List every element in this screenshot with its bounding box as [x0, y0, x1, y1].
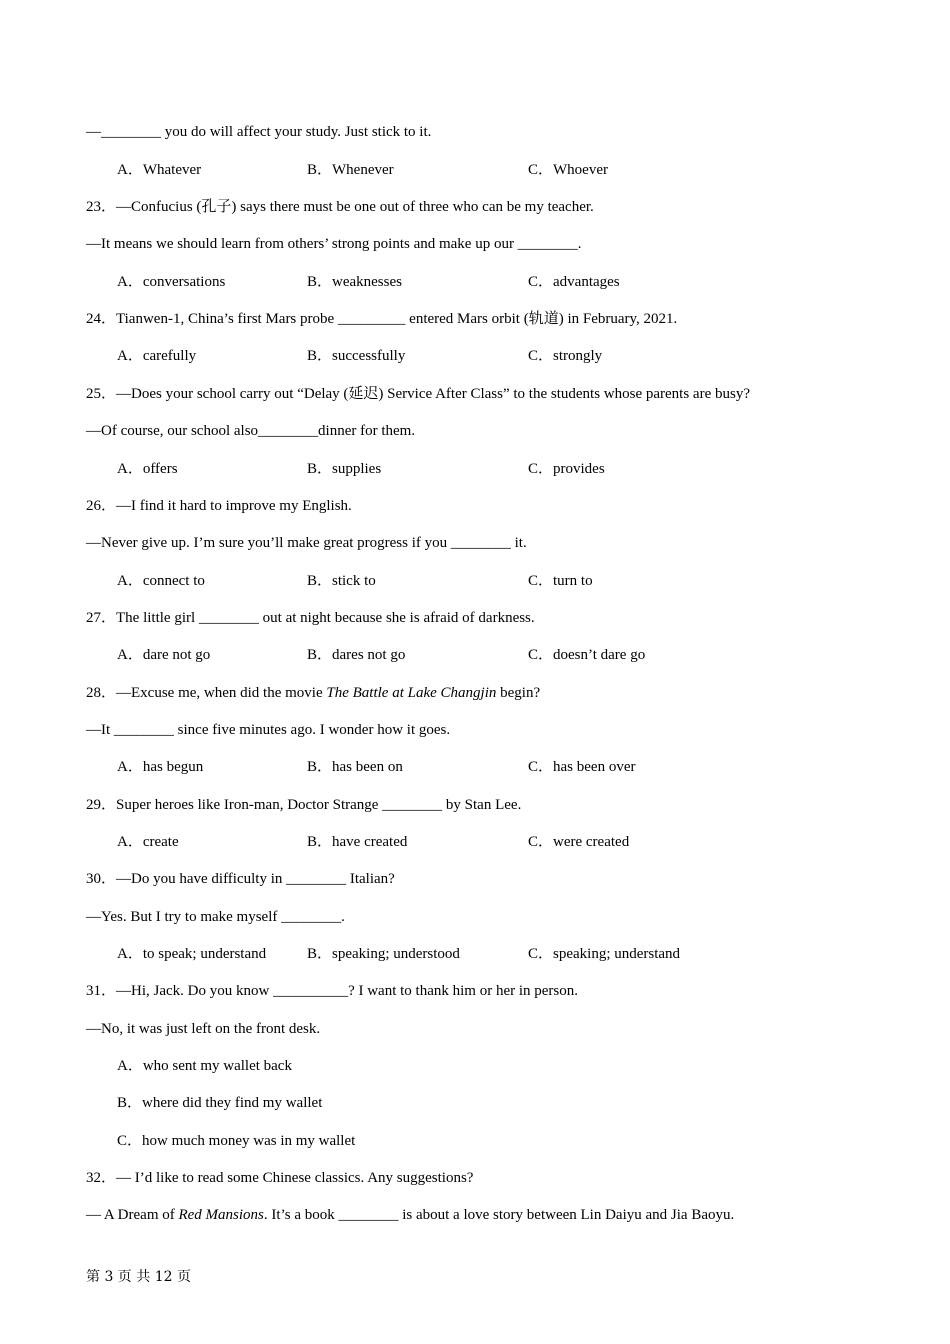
option-a: A．Whatever: [117, 162, 202, 178]
question-25-stem: 25．—Does your school carry out “Delay (延迟) Service After Class” to the students whose parents are busy?: [86, 386, 750, 402]
option-b: B．successfully: [307, 348, 406, 364]
option-b: B．supplies: [307, 461, 382, 477]
option-a: A．create: [117, 834, 179, 850]
question-stem-line: —Of course, our school also________dinner for them.: [86, 423, 416, 439]
question-stem-line: —No, it was just left on the front desk.: [86, 1021, 321, 1037]
option-a: A．has begun: [117, 759, 204, 775]
option-b: B．has been on: [307, 759, 403, 775]
stem-text: — A Dream of: [86, 1207, 179, 1223]
question-stem-line: —Never give up. I’m sure you’ll make great progress if you ________ it.: [86, 535, 527, 551]
option-b: B．speaking; understood: [307, 946, 460, 962]
option-c: C．doesn’t dare go: [528, 647, 646, 663]
option-a: A．conversations: [117, 274, 226, 290]
option-b: B．Whenever: [307, 162, 394, 178]
stem-text: 28．—Excuse me, when did the movie: [86, 685, 327, 701]
option-a: A．carefully: [117, 348, 197, 364]
question-stem-line: —________ you do will affect your study. Just stick to it.: [86, 124, 432, 140]
question-30-stem: 30．—Do you have difficulty in ________ Italian?: [86, 871, 395, 887]
option-a: A．connect to: [117, 573, 205, 589]
question-29-stem: 29．Super heroes like Iron-man, Doctor Strange ________ by Stan Lee.: [86, 797, 522, 813]
option-b: B．have created: [307, 834, 408, 850]
question-stem-line: —Yes. But I try to make myself ________.: [86, 909, 345, 925]
question-stem-line: —It ________ since five minutes ago. I wonder how it goes.: [86, 722, 451, 738]
option-a: A．dare not go: [117, 647, 211, 663]
question-27-stem: 27．The little girl ________ out at night because she is afraid of darkness.: [86, 610, 535, 626]
question-stem-line: —It means we should learn from others’ strong points and make up our ________.: [86, 236, 582, 252]
option-c: C．has been over: [528, 759, 636, 775]
book-title: Red Mansions: [178, 1207, 264, 1223]
question-23-stem: 23．—Confucius (孔子) says there must be one out of three who can be my teacher.: [86, 199, 594, 215]
question-28-stem: [86, 683, 540, 703]
option-c: C．turn to: [528, 573, 593, 589]
question-31-stem: 31．—Hi, Jack. Do you know __________? I want to thank him or her in person.: [86, 983, 579, 999]
option-c: C．were created: [528, 834, 630, 850]
option-a: A．to speak; understand: [117, 946, 267, 962]
stem-text: . It’s a book ________ is about a love story between Lin Daiyu and Jia Baoyu.: [263, 1207, 735, 1223]
question-32-stem: 32．— I’d like to read some Chinese classics. Any suggestions?: [86, 1170, 474, 1186]
option-c: C．advantages: [528, 274, 620, 290]
option-b: B．stick to: [307, 573, 376, 589]
stem-text: begin?: [496, 685, 541, 701]
option-c: C．how much money was in my wallet: [117, 1133, 356, 1149]
page-number: 第 3 页 共 12 页: [86, 1269, 191, 1285]
option-a: A．offers: [117, 461, 178, 477]
option-b: B．where did they find my wallet: [117, 1095, 323, 1111]
option-a: A．who sent my wallet back: [117, 1058, 292, 1074]
movie-title: The Battle at Lake Changjin: [326, 685, 497, 701]
option-c: C．speaking; understand: [528, 946, 681, 962]
question-24-stem: 24．Tianwen-1, China’s first Mars probe _________ entered Mars orbit (轨道) in February, 2021.: [86, 311, 678, 327]
option-b: B．weaknesses: [307, 274, 402, 290]
option-c: C．strongly: [528, 348, 603, 364]
option-c: C．provides: [528, 461, 605, 477]
question-26-stem: 26．—I find it hard to improve my English.: [86, 498, 352, 514]
option-c: C．Whoever: [528, 162, 608, 178]
option-b: B．dares not go: [307, 647, 406, 663]
question-stem-line: [86, 1205, 734, 1225]
